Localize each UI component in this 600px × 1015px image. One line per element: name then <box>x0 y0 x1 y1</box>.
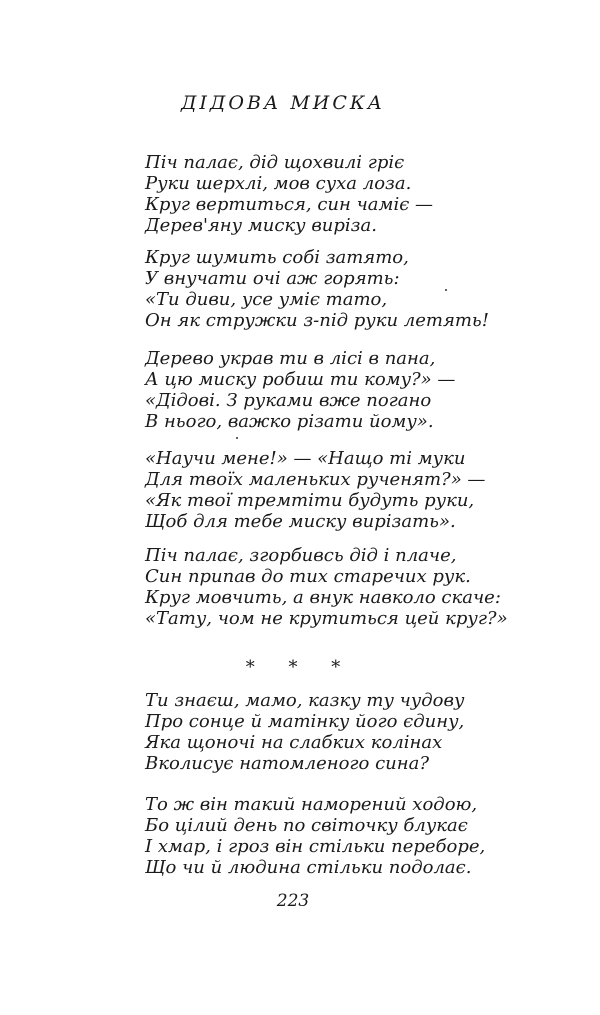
stanza-3 <box>145 348 455 432</box>
verse-line: Вколисує натомленого сина? <box>145 753 429 774</box>
verse-line: Піч палає, згорбивсь дід і плаче, <box>145 545 457 566</box>
verse-line: І хмар, і гроз він стільки переборе, <box>145 836 486 857</box>
verse-line: Син припав до тих старечих рук. <box>145 566 471 587</box>
page-number: 223 <box>276 891 310 911</box>
verse-line: В нього, важко різати йому». <box>145 411 434 432</box>
verse-line: «Як твої тремтіти будуть руки, <box>145 490 475 511</box>
verse-line: Піч палає, дід щохвилі гріє <box>145 152 405 173</box>
verse-line: Круг шумить собі затято, <box>145 247 409 268</box>
verse-line: Бо цілий день по світочку блукає <box>145 815 468 836</box>
stanza-1 <box>145 152 433 236</box>
verse-line: У внучати очі аж горять: <box>145 268 400 289</box>
verse-line: Для твоїх маленьких рученят?» — <box>145 469 486 490</box>
verse-line: Руки шерхлі, мов суха лоза. <box>145 173 412 194</box>
verse-line: «Дідові. З руками вже погано <box>145 390 432 411</box>
stanza-2 <box>145 247 489 331</box>
verse-line: «Ти диви, усе уміє тато, <box>145 289 388 310</box>
verse-line: А цю миску робиш ти кому?» — <box>145 369 456 390</box>
stanza-6 <box>145 690 464 774</box>
section-divider: * * * <box>245 657 355 678</box>
verse-line: Що чи й людина стільки подолає. <box>145 857 472 878</box>
verse-line: Он як стружки з-під руки летять! <box>145 310 489 331</box>
stanza-5 <box>145 545 508 629</box>
poem-title: ДІДОВА МИСКА <box>180 92 386 114</box>
verse-line: Щоб для тебе миску вирізать». <box>145 511 456 532</box>
print-speck <box>445 289 447 291</box>
verse-line: Дерево украв ти в лісі в пана, <box>145 348 436 369</box>
verse-line: Круг мовчить, а внук навколо скаче: <box>145 587 501 608</box>
stanza-4 <box>145 448 485 532</box>
verse-line: Дерев'яну миску виріза. <box>145 215 377 236</box>
verse-line: Яка щоночі на слабких колінах <box>145 732 443 753</box>
verse-line: То ж він такий наморений ходою, <box>145 794 478 815</box>
verse-line: «Тату, чом не крутиться цей круг?» <box>145 608 508 629</box>
print-speck <box>236 437 238 439</box>
verse-line: Круг вертиться, син чаміє — <box>145 194 433 215</box>
verse-line: Ти знаєш, мамо, казку ту чудову <box>145 690 465 711</box>
stanza-7 <box>145 794 485 878</box>
verse-line: «Научи мене!» — «Нащо ті муки <box>145 448 466 469</box>
verse-line: Про сонце й матінку його єдину, <box>145 711 465 732</box>
